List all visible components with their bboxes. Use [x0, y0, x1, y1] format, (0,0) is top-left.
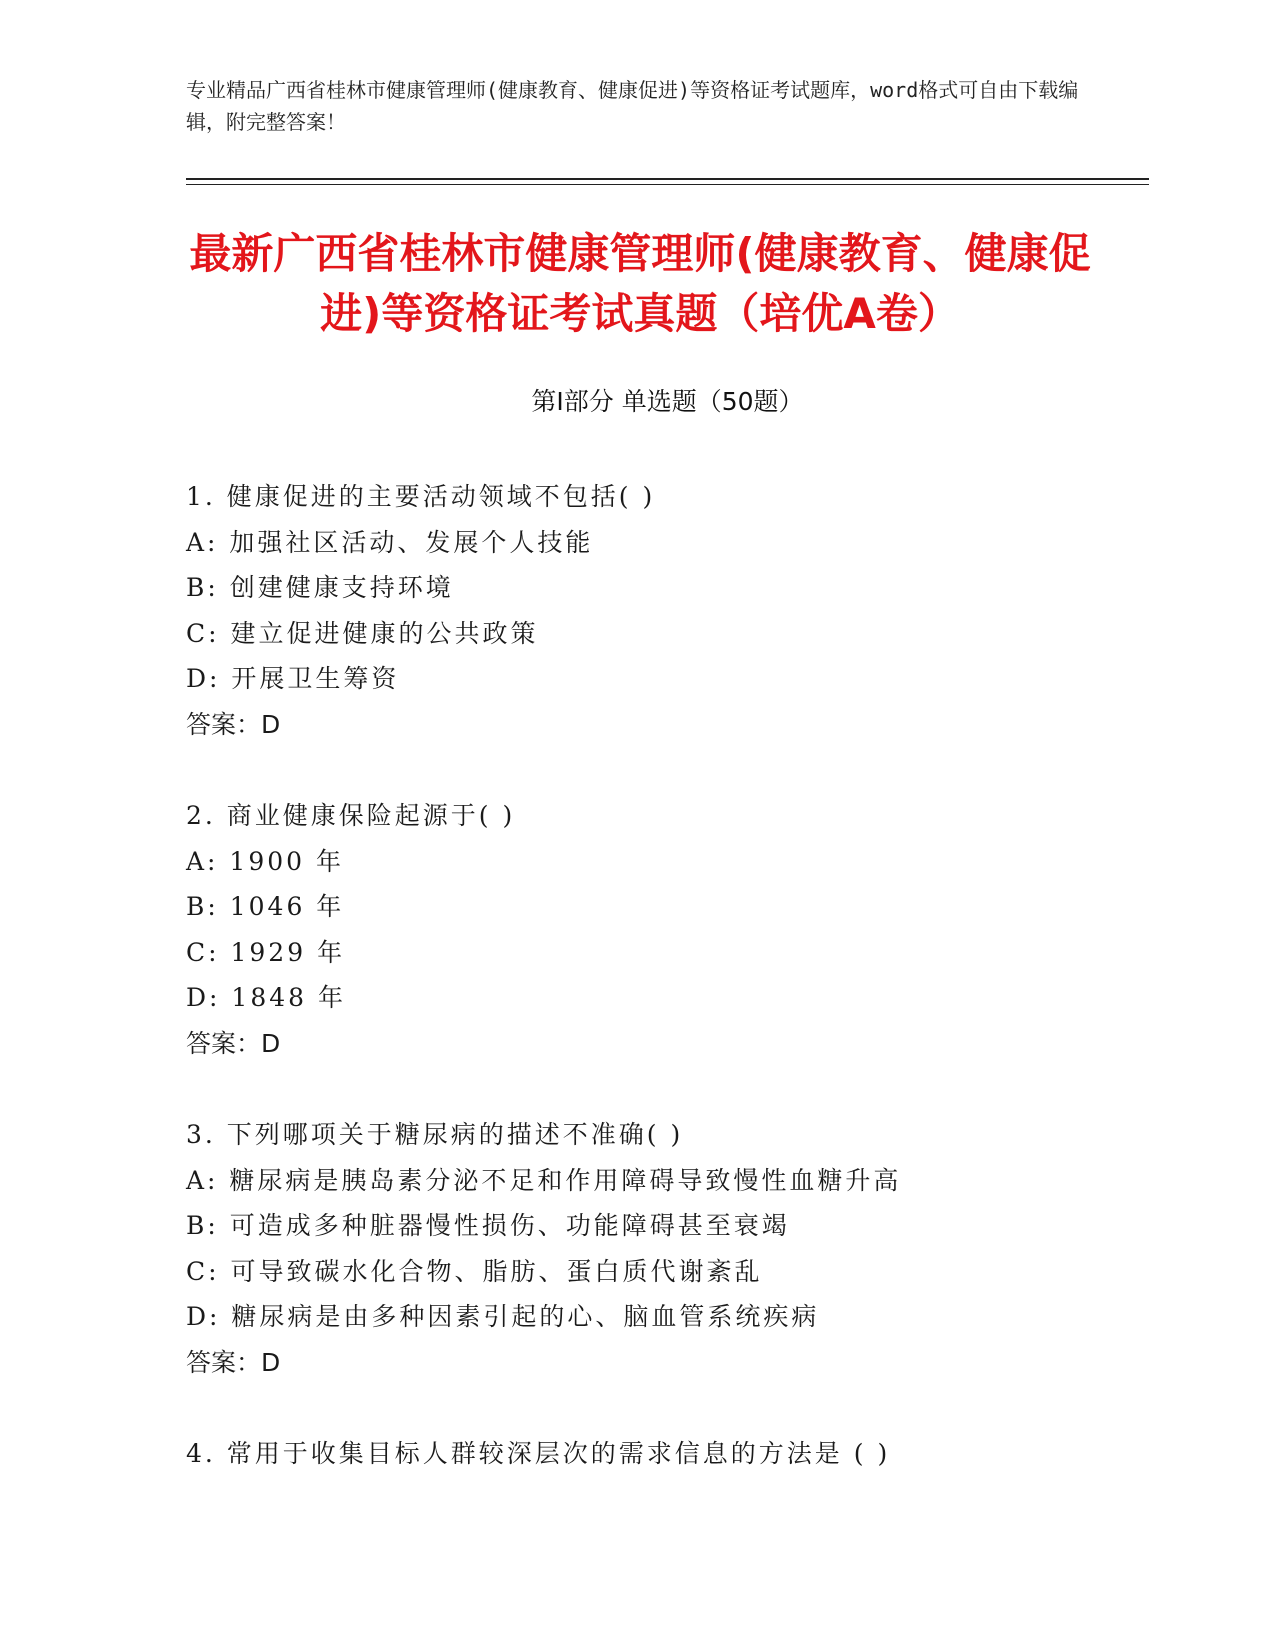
option-d: D: 糖尿病是由多种因素引起的心、脑血管系统疾病	[186, 1302, 820, 1331]
question-3	[186, 1112, 1146, 1385]
question-list	[186, 474, 1146, 1523]
header-note: 专业精品广西省桂林市健康管理师(健康教育、健康促进)等资格证考试题库，word格式可自由下载编辑，附完整答案！	[186, 78, 1079, 134]
section-title: 第Ⅰ部分 单选题（50题）	[531, 387, 804, 416]
option-a: A: 糖尿病是胰岛素分泌不足和作用障碍导致慢性血糖升高	[186, 1165, 902, 1195]
question-2	[186, 793, 1146, 1066]
document-title: 最新广西省桂林市健康管理师(健康教育、健康促进)等资格证考试真题（培优A卷）	[189, 229, 1091, 338]
option-c: C: 建立促进健康的公共政策	[186, 618, 539, 648]
option-a: A: 加强社区活动、发展个人技能	[186, 527, 594, 557]
question-4	[186, 1431, 1146, 1477]
question-stem: 2. 商业健康保险起源于( )	[186, 801, 516, 830]
option-d: D: 开展卫生筹资	[186, 664, 400, 693]
option-c: C: 1929 年	[186, 937, 346, 967]
answer: 答案：D	[186, 1028, 281, 1058]
question-1	[186, 474, 1146, 747]
option-d: D: 1848 年	[186, 983, 346, 1012]
question-stem: 3. 下列哪项关于糖尿病的描述不准确( )	[186, 1120, 684, 1149]
question-stem: 1. 健康促进的主要活动领域不包括( )	[186, 482, 656, 511]
option-b: B: 1046 年	[186, 892, 345, 921]
option-c: C: 可导致碳水化合物、脂肪、蛋白质代谢紊乱	[186, 1256, 763, 1286]
question-stem: 4. 常用于收集目标人群较深层次的需求信息的方法是 ( )	[186, 1439, 891, 1468]
option-b: B: 可造成多种脏器慢性损伤、功能障碍甚至衰竭	[186, 1211, 790, 1240]
answer: 答案：D	[186, 1347, 281, 1377]
answer: 答案：D	[186, 709, 281, 739]
header-rule-thick	[186, 178, 1149, 180]
option-a: A: 1900 年	[186, 846, 344, 876]
header-rule-thin	[186, 184, 1149, 185]
option-b: B: 创建健康支持环境	[186, 573, 454, 602]
